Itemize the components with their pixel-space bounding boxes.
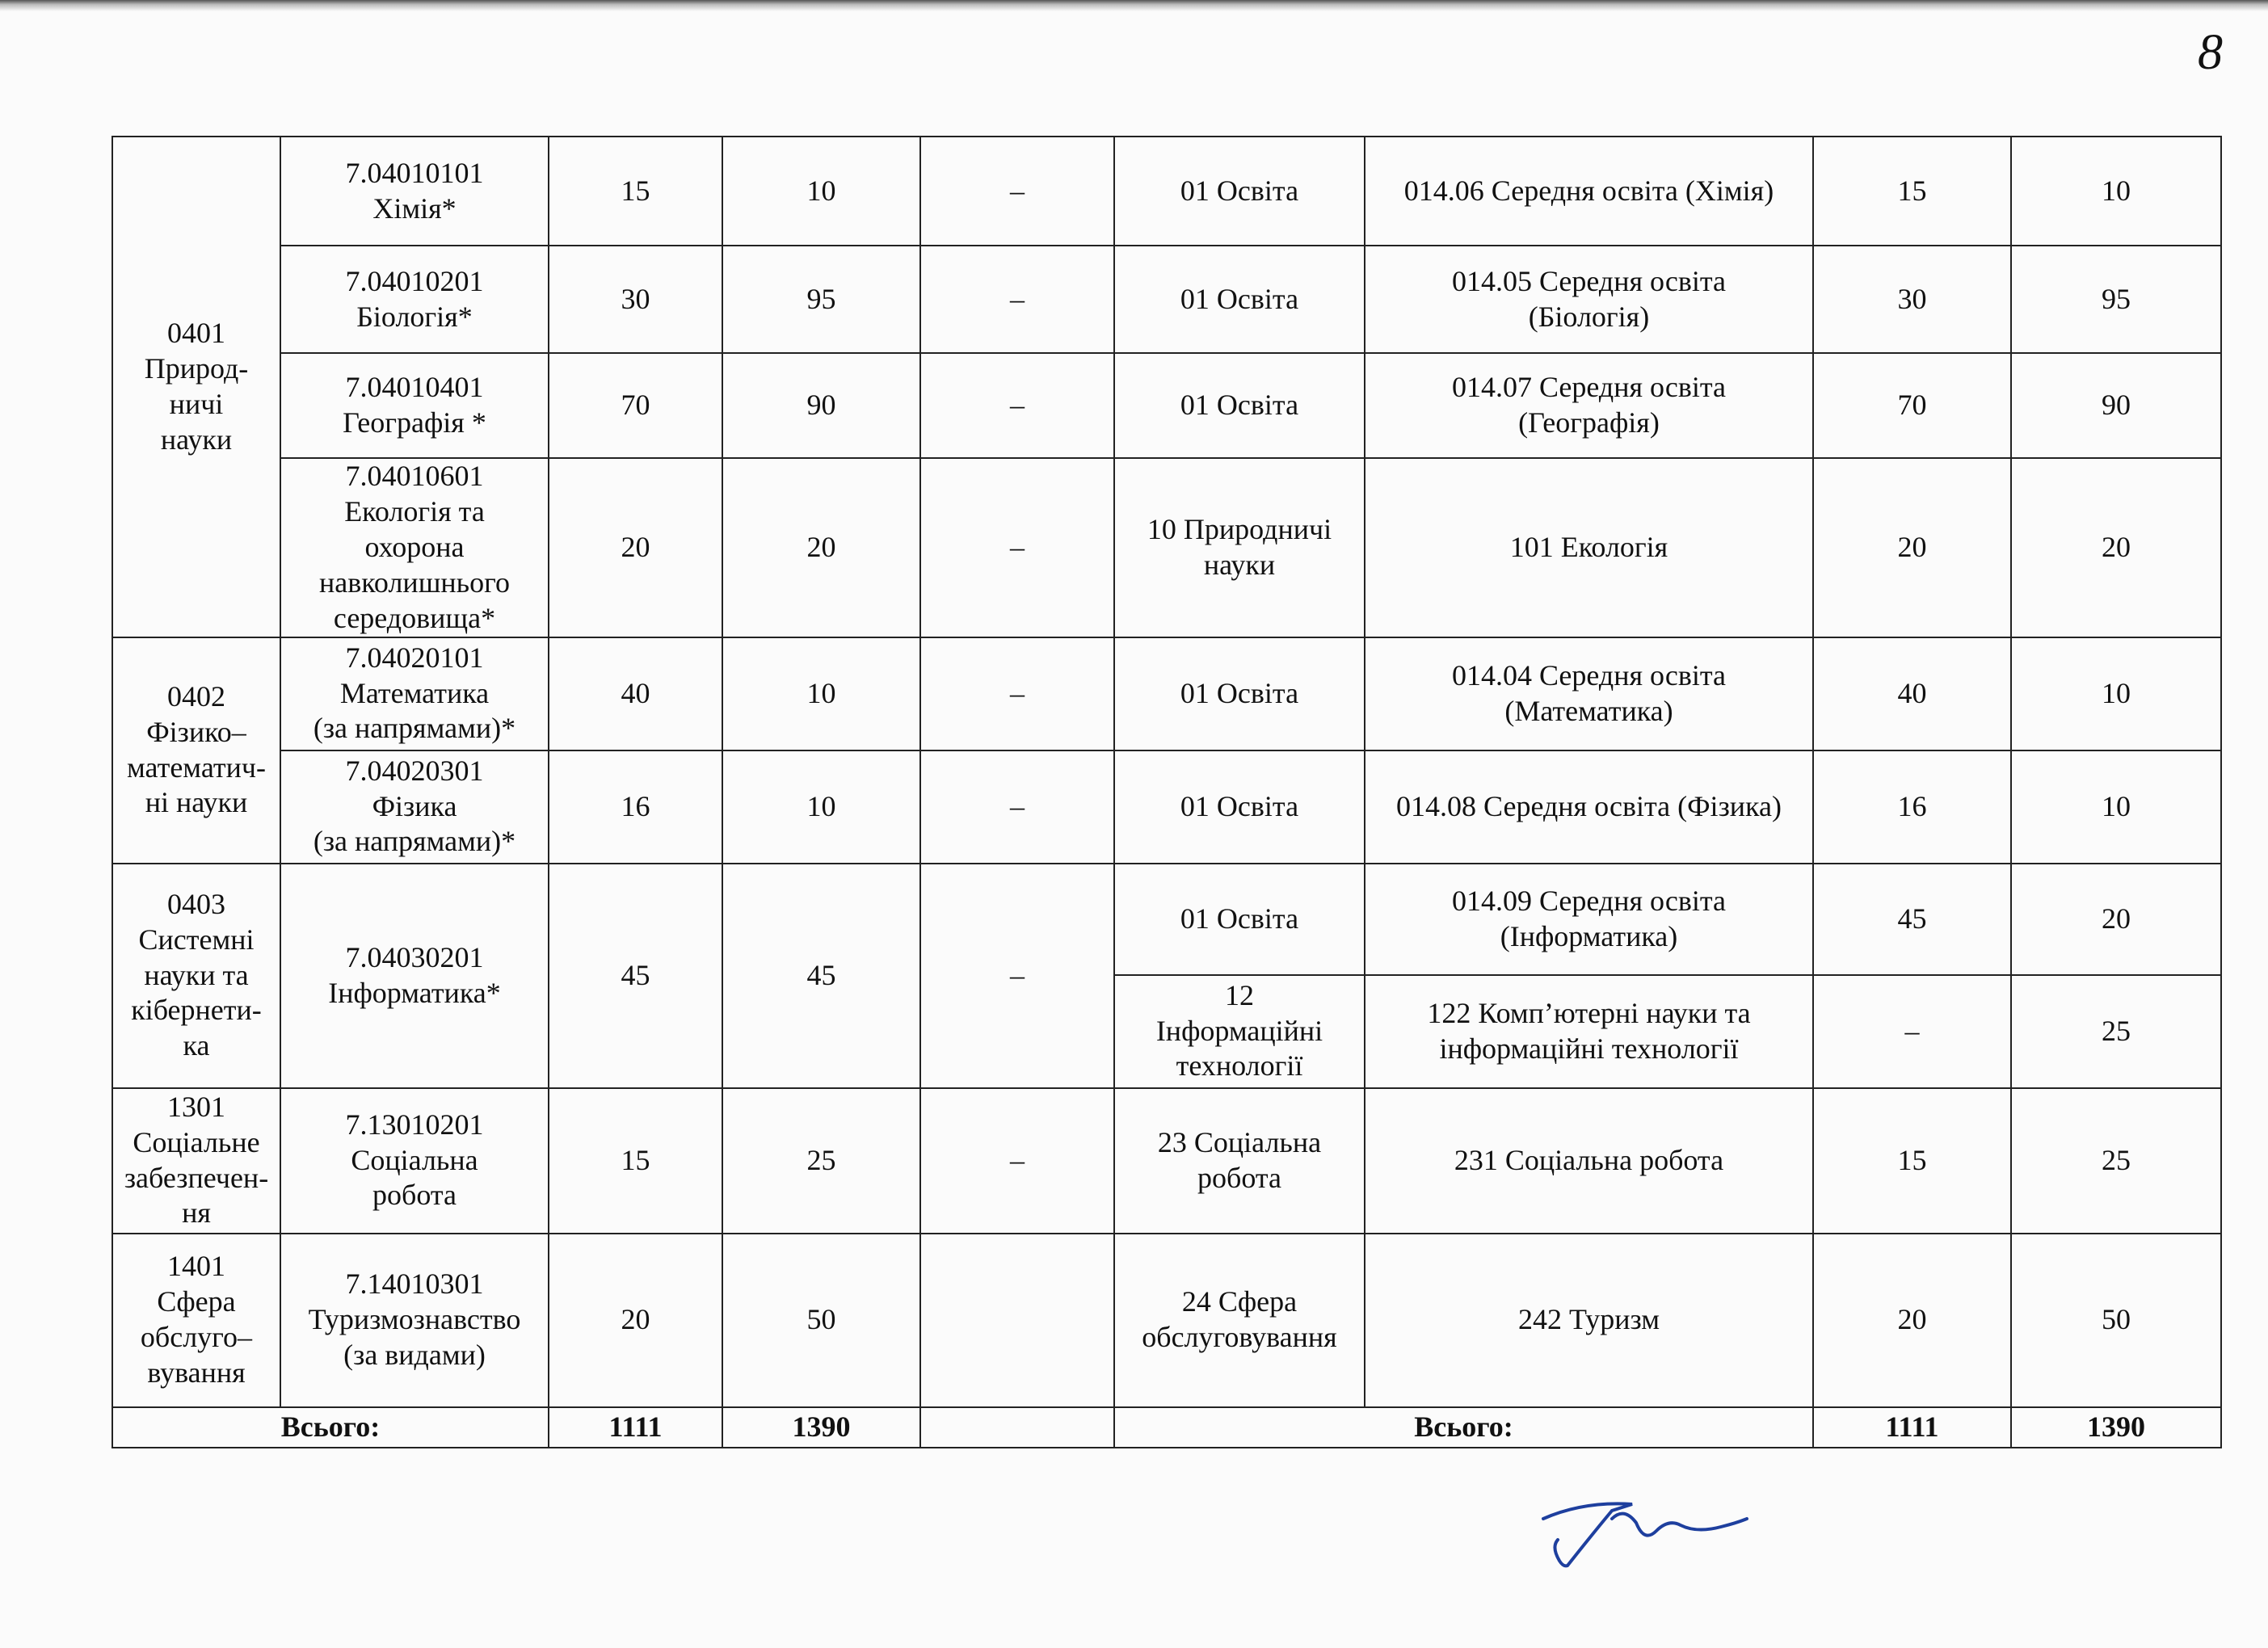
- old-specialty-cell: [280, 864, 549, 1088]
- old-value-1: 30: [549, 246, 722, 353]
- total-empty-cell: [920, 1407, 1114, 1448]
- old-specialty-cell: [280, 750, 549, 864]
- dash-cell: –: [920, 137, 1114, 246]
- total-label-left: Всього:: [112, 1407, 549, 1448]
- group-name: Сфера обслуго– вування: [140, 1285, 253, 1389]
- field-cell: 01 Освіта: [1114, 353, 1365, 458]
- table-row: [112, 864, 2221, 975]
- new-value-1: 15: [1813, 1088, 2011, 1234]
- old-specialty-cell: [280, 1088, 549, 1234]
- old-specialty-name: Математика (за напрямами)*: [313, 676, 516, 745]
- dash-cell: –: [920, 750, 1114, 864]
- new-value-1: 20: [1813, 1234, 2011, 1407]
- table-row: [112, 246, 2221, 353]
- group-cell: [112, 1234, 280, 1407]
- old-value-1: 20: [549, 1234, 722, 1407]
- new-value-2: 25: [2011, 1088, 2221, 1234]
- old-value-1: 15: [549, 1088, 722, 1234]
- new-specialty-cell: 101 Екологія: [1365, 458, 1813, 637]
- old-value-2: 10: [722, 137, 920, 246]
- old-specialty-cell: [280, 137, 549, 246]
- old-value-2: 10: [722, 637, 920, 750]
- new-value-1: 45: [1813, 864, 2011, 975]
- group-cell: [112, 864, 280, 1088]
- new-specialty-cell: 014.05 Середня освіта (Біологія): [1365, 246, 1813, 353]
- new-value-2: 10: [2011, 637, 2221, 750]
- table-row: [112, 1234, 2221, 1407]
- table-row: [112, 750, 2221, 864]
- field-cell: 23 Соціальна робота: [1114, 1088, 1365, 1234]
- old-value-2: 20: [722, 458, 920, 637]
- table-row: [112, 1088, 2221, 1234]
- new-value-2: 25: [2011, 975, 2221, 1088]
- old-value-1: 15: [549, 137, 722, 246]
- old-value-1: 16: [549, 750, 722, 864]
- old-specialty-code: 7.04020301: [345, 754, 484, 787]
- field-cell: 01 Освіта: [1114, 864, 1365, 975]
- new-specialty-cell: 122 Комп’ютерні науки та інформаційні технології: [1365, 975, 1813, 1088]
- total-left-value-1: 1111: [549, 1407, 722, 1448]
- group-cell: [112, 1088, 280, 1234]
- field-cell: 10 Природничі науки: [1114, 458, 1365, 637]
- old-value-2: 10: [722, 750, 920, 864]
- dash-cell: –: [920, 246, 1114, 353]
- new-value-1: 15: [1813, 137, 2011, 246]
- field-cell: 01 Освіта: [1114, 137, 1365, 246]
- table-row: [112, 637, 2221, 750]
- old-specialty-code: 7.04010601: [345, 460, 484, 492]
- old-specialty-name: Географія *: [343, 406, 486, 439]
- new-specialty-cell: 014.08 Середня освіта (Фізика): [1365, 750, 1813, 864]
- group-code: 0402: [167, 679, 225, 713]
- new-value-2: 10: [2011, 137, 2221, 246]
- new-value-1: –: [1813, 975, 2011, 1088]
- new-value-2: 95: [2011, 246, 2221, 353]
- group-cell: [112, 137, 280, 637]
- old-specialty-code: 7.04010101: [345, 156, 484, 189]
- dash-cell: –: [920, 458, 1114, 637]
- dash-cell: –: [920, 864, 1114, 1088]
- old-specialty-cell: [280, 458, 549, 637]
- old-value-2: 45: [722, 864, 920, 1088]
- scan-edge: [0, 0, 2268, 11]
- dash-cell: –: [920, 637, 1114, 750]
- new-specialty-cell: 014.09 Середня освіта (Інформатика): [1365, 864, 1813, 975]
- old-specialty-code: 7.14010301: [345, 1268, 484, 1301]
- group-cell: [112, 637, 280, 864]
- total-right-value-1: 1111: [1813, 1407, 2011, 1448]
- new-value-1: 40: [1813, 637, 2011, 750]
- new-value-2: 20: [2011, 864, 2221, 975]
- field-cell: 01 Освіта: [1114, 246, 1365, 353]
- old-specialty-cell: [280, 353, 549, 458]
- group-code: 0403: [167, 887, 225, 920]
- new-value-1: 70: [1813, 353, 2011, 458]
- signature: [1535, 1486, 1761, 1575]
- old-specialty-name: Біологія*: [356, 300, 473, 333]
- table-row: [112, 137, 2221, 246]
- old-value-2: 95: [722, 246, 920, 353]
- page-number: 8: [2198, 25, 2223, 80]
- old-value-1: 45: [549, 864, 722, 1088]
- table-row: [112, 458, 2221, 637]
- dash-cell: –: [920, 1088, 1114, 1234]
- total-right-value-2: 1390: [2011, 1407, 2221, 1448]
- new-value-2: 90: [2011, 353, 2221, 458]
- old-specialty-code: 7.04030201: [345, 940, 484, 973]
- field-cell: 01 Освіта: [1114, 637, 1365, 750]
- group-name: Системні науки та кібернети- ка: [131, 923, 262, 1062]
- old-specialty-name: Туризмознавство (за видами): [308, 1303, 521, 1371]
- total-label-right: Всього:: [1114, 1407, 1813, 1448]
- old-specialty-name: Фізика (за напрямами)*: [313, 789, 516, 858]
- old-specialty-name: Екологія та охорона навколишнього середовища*: [319, 494, 510, 634]
- field-cell: 24 Сфера обслуговування: [1114, 1234, 1365, 1407]
- old-value-2: 25: [722, 1088, 920, 1234]
- dash-cell: –: [920, 353, 1114, 458]
- old-specialty-name: Соціальна робота: [351, 1143, 478, 1212]
- old-specialty-code: 7.13010201: [345, 1108, 484, 1141]
- new-specialty-cell: 231 Соціальна робота: [1365, 1088, 1813, 1234]
- total-left-value-2: 1390: [722, 1407, 920, 1448]
- group-name: Соціальне забезпечен- ня: [124, 1125, 269, 1230]
- new-value-2: 20: [2011, 458, 2221, 637]
- old-specialty-cell: [280, 1234, 549, 1407]
- group-name: Фізико– математич- ні науки: [127, 715, 266, 819]
- old-value-1: 20: [549, 458, 722, 637]
- new-value-1: 30: [1813, 246, 2011, 353]
- old-specialty-name: Інформатика*: [328, 976, 501, 1009]
- new-specialty-cell: 242 Туризм: [1365, 1234, 1813, 1407]
- old-value-2: 90: [722, 353, 920, 458]
- field-cell: 12 Інформаційні технології: [1114, 975, 1365, 1088]
- old-value-1: 70: [549, 353, 722, 458]
- new-specialty-cell: 014.06 Середня освіта (Хімія): [1365, 137, 1813, 246]
- old-specialty-cell: [280, 637, 549, 750]
- totals-row: [112, 1407, 2221, 1448]
- field-cell: 01 Освіта: [1114, 750, 1365, 864]
- new-value-2: 50: [2011, 1234, 2221, 1407]
- group-code: 0401: [167, 316, 225, 349]
- dash-cell: [920, 1234, 1114, 1407]
- new-value-2: 10: [2011, 750, 2221, 864]
- table-row: [112, 353, 2221, 458]
- old-specialty-code: 7.04010201: [345, 264, 484, 297]
- old-specialty-code: 7.04010401: [345, 371, 484, 404]
- old-specialty-cell: [280, 246, 549, 353]
- new-value-1: 20: [1813, 458, 2011, 637]
- old-specialty-name: Хімія*: [372, 191, 457, 225]
- group-name: Природ- ничі науки: [144, 351, 249, 456]
- old-specialty-code: 7.04020101: [345, 641, 484, 674]
- group-code: 1301: [167, 1090, 225, 1123]
- old-value-1: 40: [549, 637, 722, 750]
- old-value-2: 50: [722, 1234, 920, 1407]
- group-code: 1401: [167, 1250, 225, 1283]
- new-specialty-cell: 014.04 Середня освіта (Математика): [1365, 637, 1813, 750]
- specialty-mapping-table: [112, 136, 2222, 1448]
- new-value-1: 16: [1813, 750, 2011, 864]
- new-specialty-cell: 014.07 Середня освіта (Географія): [1365, 353, 1813, 458]
